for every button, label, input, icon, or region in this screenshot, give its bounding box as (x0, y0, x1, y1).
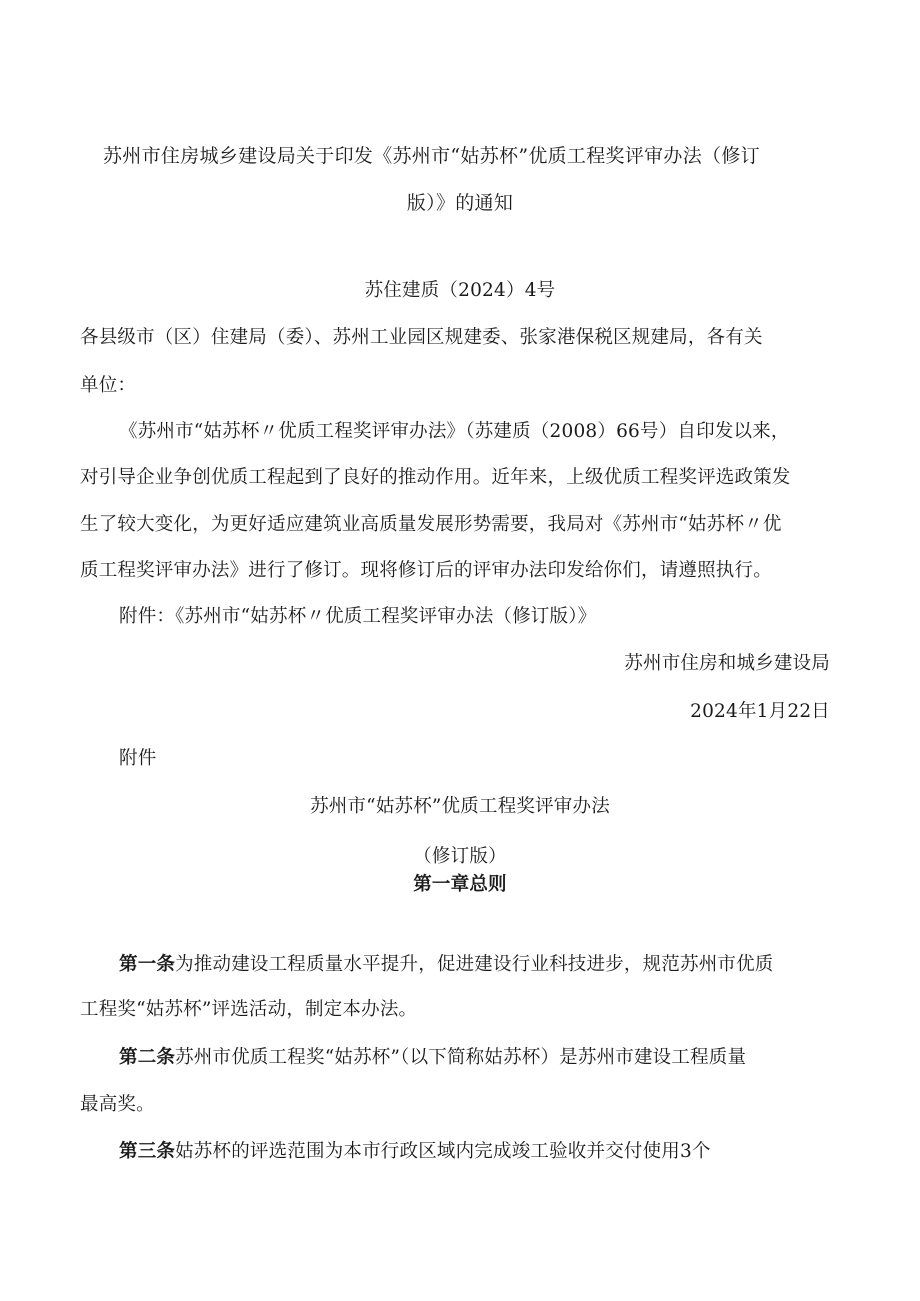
body-paragraph-line-4: 质工程奖评审办法》进行了修订。现将修订后的评审办法印发给你们，请遵照执行。 (80, 560, 772, 581)
article-2-line-1 (119, 1045, 746, 1071)
article-1-line-2: 工程奖“姑苏杯”评选活动，制定本办法。 (80, 999, 418, 1020)
document-number: 苏住建质（2024）4号 (364, 280, 556, 301)
attachment-subtitle: （修订版） (413, 846, 507, 867)
article-2-line-2: 最高奖。 (80, 1094, 155, 1115)
issue-date: 2024年1月22日 (690, 701, 830, 722)
article-2-text: 苏州市优质工程奖“姑苏杯”（以下简称姑苏杯）是苏州市建设工程质量 (175, 1047, 747, 1068)
article-2-label: 第二条 (119, 1047, 176, 1068)
body-paragraph-line-2: 对引导企业争创优质工程起到了良好的推动作用。近年来，上级优质工程奖评选政策发 (80, 467, 791, 488)
body-paragraph-line-3: 生了较大变化，为更好适应建筑业高质量发展形势需要，我局对《苏州市“姑苏杯〃优 (80, 514, 782, 535)
notice-title-line-2: 版）》的通知 (406, 192, 514, 214)
recipients-line-1: 各县级市（区）住建局（委）、苏州工业园区规建委、张家港保税区规建局，各有关 (80, 327, 763, 348)
article-1-label: 第一条 (119, 954, 176, 975)
attachment-label: 附件 (119, 748, 157, 769)
issuer-name: 苏州市住房和城乡建设局 (624, 653, 830, 674)
recipients-line-2: 单位： (80, 375, 137, 396)
article-3-line-1 (119, 1139, 711, 1165)
article-1-line-1 (119, 952, 774, 978)
article-3-label: 第三条 (119, 1141, 176, 1162)
chapter-heading: 第一章总则 (413, 874, 507, 895)
notice-title-line-1: 苏州市住房城乡建设局关于印发《苏州市“姑苏杯”优质工程奖评审办法（修订 (103, 145, 760, 167)
article-3-text: 姑苏杯的评选范围为本市行政区域内完成竣工验收并交付使用3个 (175, 1141, 711, 1162)
article-1-text: 为推动建设工程质量水平提升，促进建设行业科技进步，规范苏州市优质 (175, 954, 774, 975)
body-paragraph-line-1: 《苏州市“姑苏杯〃优质工程奖评审办法》（苏建质（2008）66号）自印发以来， (119, 421, 790, 442)
attachment-title: 苏州市“姑苏杯”优质工程奖评审办法 (310, 796, 610, 817)
attachment-note: 附件：《苏州市“姑苏杯〃优质工程奖评审办法（修订版）》 (119, 606, 597, 627)
